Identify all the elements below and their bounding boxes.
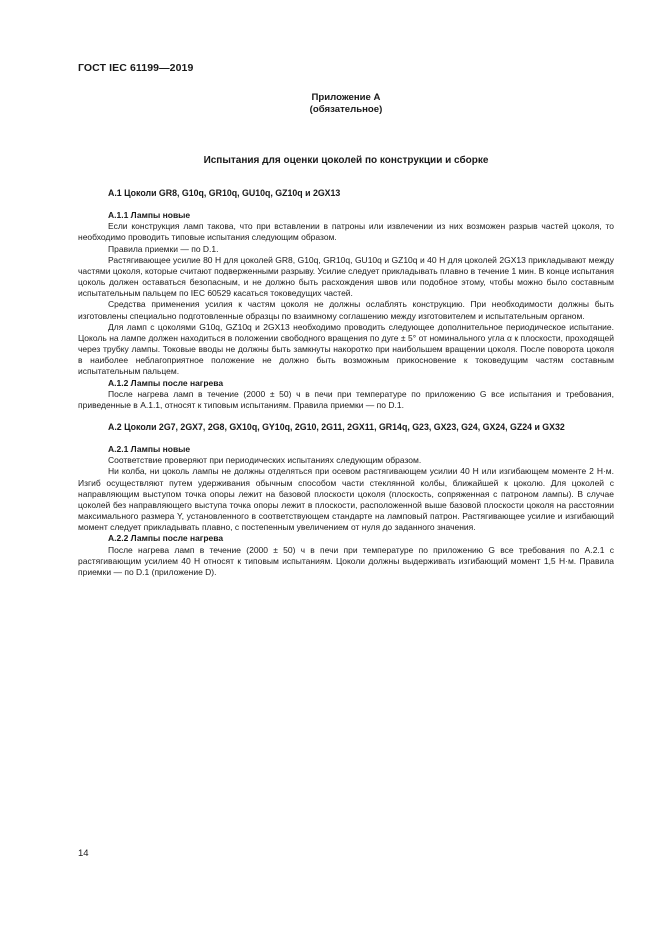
annex-title: Приложение А xyxy=(311,92,381,103)
paragraph: Соответствие проверяют при периодических испытаниях следующим образом. xyxy=(108,455,422,466)
paragraph: Ни колба, ни цоколь лампы не должны отделяться при осевом растягивающем усилии 40 Н или изгибающем моменте 2 Н·м. Изгиб осуществляют путем удерживания обычным способом части стеклянной колбы, ближайшей к цоколю. Для цоколей с направляющим выступом точка опоры лежит на базовой плоскости цоколя (плоскость, сопряженная с патроном лампы). В случае цоколей без направляющего выступа точка опоры лежит в плоскости, расположенной выше базовой плоскости цоколя на расстоянии максимального размера Y, установленного в соответствующем стандарте на ламповый патрон. Растягивающее усилие и изгибающий момент следует прикладывать плавно, с постепенным увеличением от нуля до заданного значения. xyxy=(78,466,614,533)
paragraph: Если конструкция ламп такова, что при вставлении в патроны или извлечении из них возможен разрыв частей цоколя, то необходимо проводить типовые испытания следующим образом. xyxy=(78,221,614,243)
subsection-heading-a21: А.2.1 Лампы новые xyxy=(108,444,191,455)
annex-heading xyxy=(78,92,614,116)
paragraph: После нагрева ламп в течение (2000 ± 50) ч в печи при температуре по приложению G все испытания и требования, приведенные в А.1.1, относят к типовым испытаниям. Правила приемки — по D.1. xyxy=(78,388,614,410)
subsection-heading-a11: А.1.1 Лампы новые xyxy=(108,210,191,221)
document-title: Испытания для оценки цоколей по конструкции и сборке xyxy=(203,155,489,166)
paragraph: Средства применения усилия к частям цоколя не должны ослаблять конструкцию. При необходимости должны быть изготовлены специально подготовленные образцы по взаимному соглашению между изготовителем и испытательным органом. xyxy=(78,299,614,321)
spacer xyxy=(78,411,614,422)
subsection-heading-a22: А.2.2 Лампы после нагрева xyxy=(108,533,224,544)
paragraph: После нагрева ламп в течение (2000 ± 50) ч в печи при температуре по приложению G все требования по А.2.1 с растягивающим усилием 40 Н относят к типовым испытаниям. Цоколи должны выдерживать изгибающий момент 1,5 Н·м. Правила приемки — по D.1 (приложение D). xyxy=(78,544,614,577)
page-number: 14 xyxy=(78,848,89,859)
annex-status: (обязательное) xyxy=(309,104,383,115)
subsection-heading-a12: А.1.2 Лампы после нагрева xyxy=(108,377,224,388)
document-body xyxy=(78,188,614,578)
section-heading-a1: А.1 Цоколи GR8, G10q, GR10q, GU10q, GZ10q и 2GX13 xyxy=(108,188,341,198)
paragraph: Правила приемки — по D.1. xyxy=(108,243,219,254)
paragraph: Для ламп с цоколями G10q, GZ10q и 2GX13 необходимо проводить следующее дополнительное периодическое испытание. Цоколь на лампе должен находиться в положении свободного вращения по дуге ± 5° от номинального угла α к плоскости, проходящей через трубку лампы. Токовые вводы не должны быть замкнуты накоротко при наибольшем вращении цоколя. После поворота цоколя в наиболее неблагоприятное положение не должно быть возможным прикосновение к токоведущим частям составным испытательным пальцем. xyxy=(78,321,614,377)
section-heading-a2: А.2 Цоколи 2G7, 2GX7, 2G8, GX10q, GY10q, 2G10, 2G11, 2GX11, GR14q, G23, GX23, G24, GX24, GZ24 и GX32 xyxy=(108,421,565,432)
paragraph: Растягивающее усилие 80 Н для цоколей GR8, G10q, GR10q, GU10q и GZ10q и 40 Н для цоколей 2GX13 прикладывают между частями цоколя, которые считают подверженными разрыву. Усилие следует прикладывать плавно в течение 1 мин. В конце испытания цоколь должен оставаться безопасным, и не должно быть расхождения швов или подобное этому, чтобы можно было составным испытательным пальцем по IEC 60529 касаться токоведущих частей. xyxy=(78,254,614,299)
standard-code: ГОСТ IEC 61199—2019 xyxy=(78,62,194,74)
